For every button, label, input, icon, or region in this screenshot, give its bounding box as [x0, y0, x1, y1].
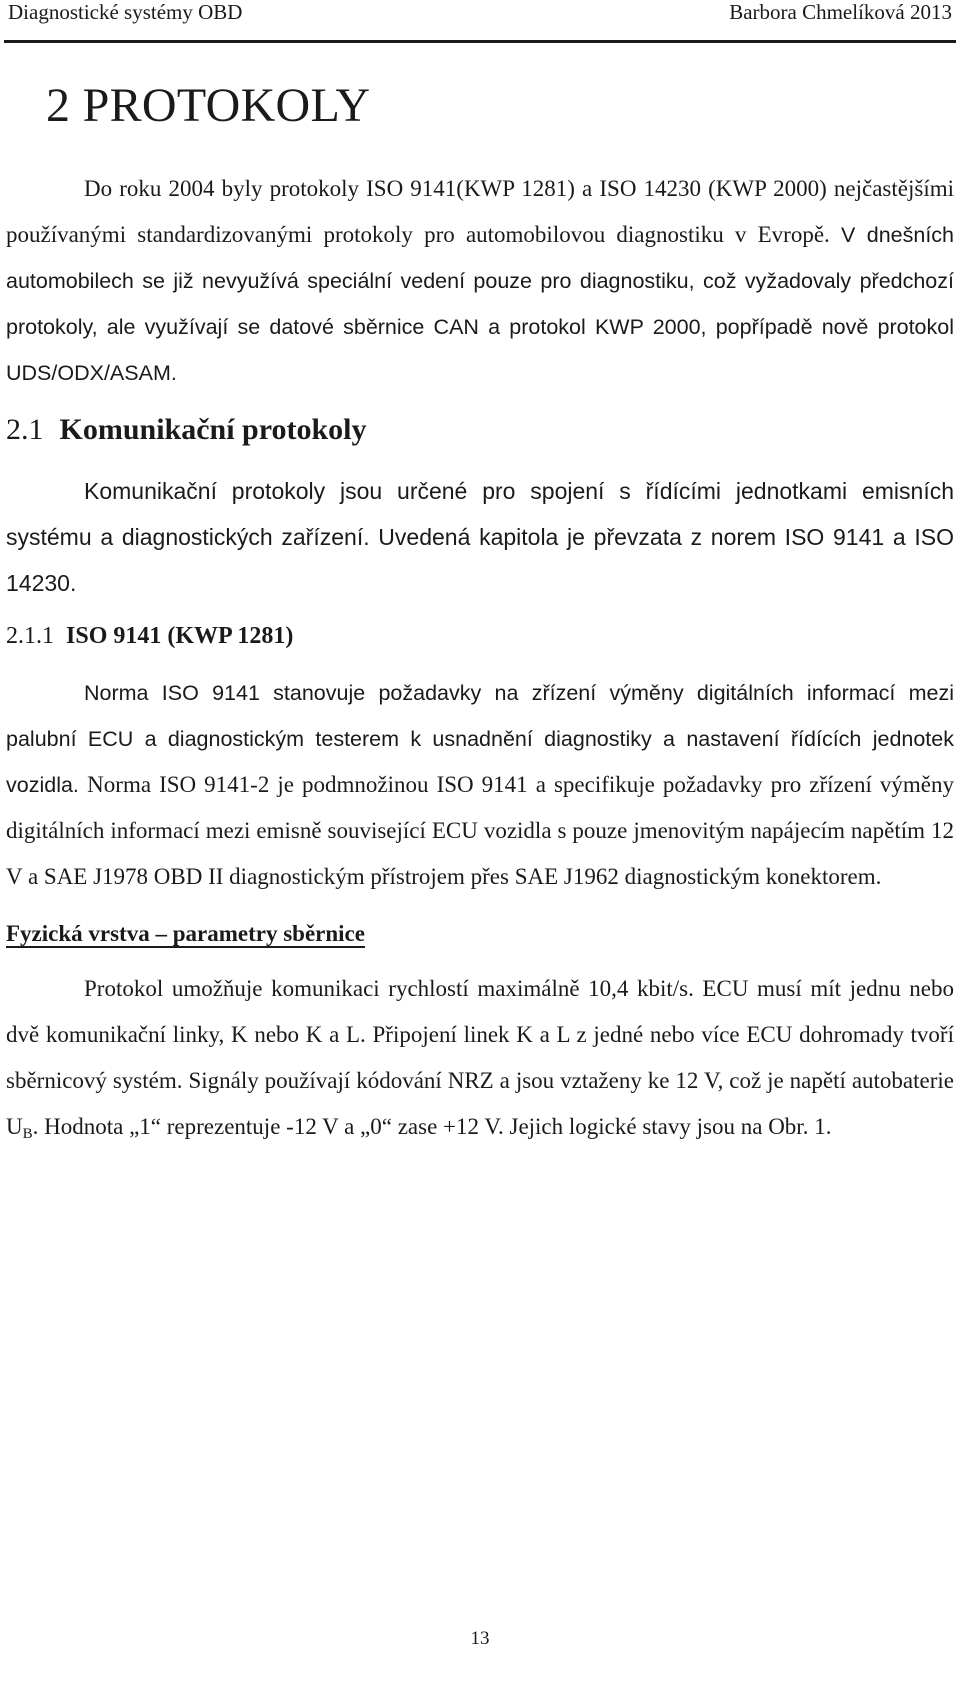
intro-paragraph	[6, 166, 954, 396]
iso-9141-text-serif: Norma ISO 9141-2 je podmnožinou ISO 9141 a specifikuje požadavky pro zřízení výměny digitálních informací mezi emisně související ECU vozidla s pouze jmenovitým napájecím napětím 12 V a SAE J1978 OBD II diagnostickým přístrojem přes SAE J1962 diagnostickým konektorem.	[6, 772, 954, 889]
subsection-number: 2.1.1	[6, 623, 54, 649]
page-content	[6, 76, 954, 1150]
physical-layer-text-after: . Hodnota „1“ reprezentuje -12 V a „0“ zase +12 V. Jejich logické stavy jsou na Obr. 1.	[32, 1114, 832, 1139]
subsection-heading-2-1-1	[6, 614, 954, 658]
section-title: Komunikační protokoly	[59, 413, 367, 446]
physical-layer-text-before: Protokol umožňuje komunikaci rychlostí maximálně 10,4 kbit/s. ECU musí mít jednu nebo dvě komunikační linky, K nebo K a L. Připojení linek K a L z jedné nebo více ECU dohromady tvoří sběrnicový systém. Signály používají kódování NRZ a jsou vztaženy ke 12 V, což je napětí autobaterie U	[6, 976, 954, 1139]
chapter-title: 2 PROTOKOLY	[46, 79, 371, 132]
header-document-title: Diagnostické systémy OBD	[8, 0, 243, 24]
section-heading-2-1	[6, 408, 954, 452]
subsection-title: ISO 9141 (KWP 1281)	[66, 623, 294, 649]
page-number: 13	[470, 1628, 490, 1649]
iso-9141-text-sans: Norma ISO 9141 stanovuje požadavky na zřízení výměny digitálních informací mezi palubní ECU a diagnostickým testerem k usnadnění diagnostiky a nastavení řídících jednotek vozidla.	[6, 681, 954, 797]
section-2-1-1-paragraph	[6, 670, 954, 900]
physical-layer-heading: Fyzická vrstva – parametry sběrnice	[6, 921, 365, 946]
intro-text-sans: V dnešních automobilech se již nevyužívá speciální vedení pouze pro diagnostiku, což vyžadovaly předchozí protokoly, ale využívají se datové sběrnice CAN a protokol KWP 2000, popřípadě nově protokol UDS/ODX/ASAM.	[6, 223, 954, 385]
running-header	[4, 0, 956, 43]
battery-voltage-subscript: B	[22, 1126, 33, 1142]
intro-text-serif: Do roku 2004 byly protokoly ISO 9141(KWP 1281) a ISO 14230 (KWP 2000) nejčastějšími používanými standardizovanými protokoly pro automobilovou diagnostiku v Evropě.	[6, 176, 954, 247]
section-number: 2.1	[6, 413, 44, 446]
section-2-1-paragraph: Komunikační protokoly jsou určené pro spojení s řídícími jednotkami emisních systému a diagnostických zařízení. Uvedená kapitola je převzata z norem ISO 9141 a ISO 14230.	[6, 478, 954, 596]
physical-layer-paragraph	[6, 966, 954, 1150]
header-author-year: Barbora Chmelíková 2013	[729, 0, 952, 24]
